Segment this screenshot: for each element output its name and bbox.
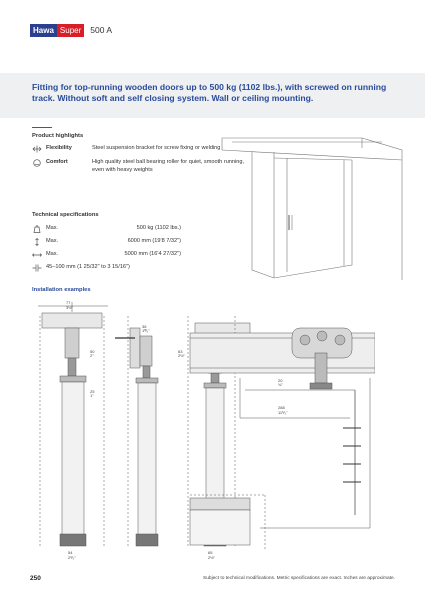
dim-label: 1⅗" [142,328,150,333]
spec-row [32,238,181,246]
dim-label: 2⅕" [68,555,76,560]
highlights-title: Product highlights [32,133,84,139]
brand-super: Super [57,24,84,37]
dim-label: ¾" [278,382,283,387]
dim-label: 65 [208,550,213,555]
installation-title: Installation examples [32,287,91,293]
highlight-text: Steel suspension bracket for screw fixing or welding [92,145,221,151]
flexibility-icon [32,145,42,153]
dim-label: 54 [68,550,73,555]
dim-label: 2½" [178,353,185,358]
page-number: 250 [30,575,41,582]
dim-label: 20 [278,378,283,383]
brand-hawa: Hawa [30,24,57,37]
product-model: 500 A [90,25,113,35]
specs-title: Technical specifications [32,212,99,218]
highlight-name: Comfort [46,159,68,165]
door-illustration [212,130,407,280]
page-headline: Fitting for top-running wooden doors up to 500 kg (1102 lbs.), with screwed on running track. Without soft and self closing system. Wall or ceiling mounting. [32,82,387,103]
dim-label: 77 [66,300,71,305]
comfort-icon [32,159,42,167]
weight-icon [32,225,42,233]
spec-value: 5000 mm (16'4 27/32") [124,251,181,257]
height-icon [32,238,42,246]
spec-row [32,251,181,259]
spec-label: Max. [46,225,59,231]
width-icon [32,251,42,259]
spec-value: 45–100 mm (1 25/32" to 3 15/16") [46,264,130,270]
dim-label: 1" [90,393,94,398]
spec-label: Max. [46,238,59,244]
drawing-1 [38,302,108,546]
dim-label: 2½" [208,555,215,560]
spec-row [32,264,186,272]
thickness-icon [32,264,42,272]
footer-disclaimer: Subject to technical modifications. Metric specifications are exact. Inches are approximate. [203,576,395,581]
dim-label: 288 [278,405,285,410]
section-divider [32,127,52,128]
brand-logo [30,24,112,36]
dim-label: 25 [90,389,95,394]
spec-value: 6000 mm (19'8 7/32") [127,238,181,244]
highlight-text: High quality steel ball bearing roller for quiet, smooth running, even with heavy weights [92,159,245,173]
drawing-2 [115,316,158,546]
dim-label: 50 [90,349,95,354]
highlight-name: Flexibility [46,145,72,151]
dim-label: 63 [178,349,183,354]
dim-label: 36 [142,324,147,329]
dim-label: 2" [90,353,94,358]
dim-label: 11⅕" [278,410,288,415]
installation-drawings [30,298,375,566]
spec-row [32,225,181,233]
dim-label: 3½" [66,305,73,310]
spec-value: 500 kg (1102 lbs.) [136,225,181,231]
spec-label: Max. [46,251,59,257]
